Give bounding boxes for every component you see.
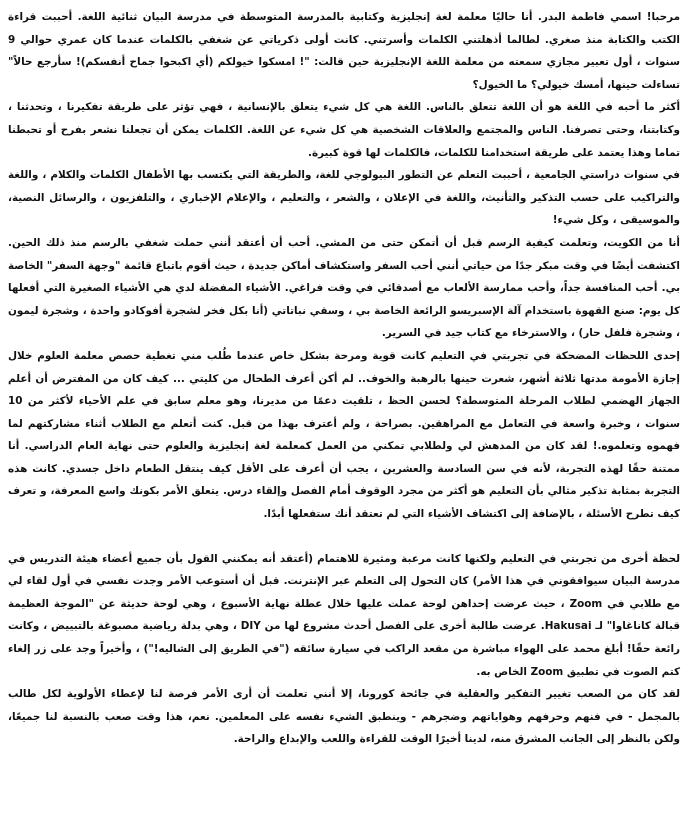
paragraph-hobbies: أنا من الكويت، وتعلمت كيفية الرسم قبل أن أتمكن حتى من المشي. أحب أن أعتقد أنني حملت شغفي بالرسم منذ ذلك الحين. اكتشفت أيضًا في وقت مبكر جدًا من حياتي أنني أحب السفر واستكشاف أماكن جديدة ، حيث أقوم باتباع قائمة "وجهة السفر" الخاصة بي. أحب المنافسة جداً، وأحب ممارسة الألعاب مع أصدقائي في وقت فراغي. الأشياء المفضلة لدي هي الأشياء الصغيرة التي أفعلها كل يوم: صنع القهوة باستخدام آلة الإسبريسو الرائعة الخاصة بي ، وسقي نباتاتي (أنا بكل فخر لشجرة أفوكادو واحدة ، وشجرة ليمون ، وشجرة فلفل حار) ، والاسترخاء مع كتاب جيد في السرير. <box>8 236 680 340</box>
paragraph-spacer <box>8 526 680 548</box>
paragraph-introduction: مرحبا! اسمي فاطمة البدر. أنا حاليًا معلمة لغة إنجليزية وكتابية بالمدرسة المتوسطة في مدرسة البيان ثنائية اللغة. أحببت قراءة الكتب والكتابة منذ صغري. لطالما أذهلتني الكلمات وأسرتني. كانت أولى ذكرياتي عن شغفي بالكلمات عندما كان عمري حوالي 9 سنوات ، أول تعبير مجازي سمعته من معلمة اللغة الإنجليزية حين قالت: "! امسكوا خيولكم (أي اكبحوا جماح أنفسكم)! سأرجع حالاً" تساءلت حينها، أمسك خيولي؟ ما الخيول؟ <box>8 11 680 91</box>
paragraph-online-learning: لحظة أخرى من تجربتي في التعليم ولكنها كانت مرعبة ومثيرة للاهتمام (أعتقد أنه يمكنني القول بأن جميع أعضاء هيئة التدريس في مدرسة البيان سيوافقوني في هذا الأمر) كان التحول إلى التعلم عبر الإنترنت. قبل أن أستوعب الأمر وجدت نفسي في أول لقاء لي مع طلابي في Zoom ، حيث عرضت إحداهن لوحة عملت عليها خلال عطلة نهاية الأسبوع ، وهي لوحة حديثة عن "الموجة العظيمة قبالة كاناغاوا" لـ Hakusai. عرضت طالبة أخرى على الفصل أحدث مشروع لها من DIY ، وهي بدلة رياضية مصبوغة بالتبييض ، وكانت رائعة حقًا! أبلغ محمد على الهواء مباشرة من مقعد الراكب في سيارة سائقه ("في الطريق إلى الشاليه!") ، وأخيراً وجد على زر إلغاء كتم الصوت في تطبيق Zoom الخاص به. <box>8 552 680 678</box>
paragraph-pandemic-reflection: لقد كان من الصعب تغيير التفكير والعقلية في جائحة كورونا، إلا أنني تعلمت أن أرى الأمر فرصة لنا لإعطاء الأولوية لكل طالب بالمجمل - في فنهم وحرفهم وهواياتهم وضجرهم - وينطبق الشيء نفسه على المعلمين. نعم، هذا وقت صعب بالنسبة لنا جميعًا، ولكن بالنظر إلى الجانب المشرق منه، لدينا أخيرًا الوقت للقراءة واللعب والإبداع والراحة. <box>8 688 680 746</box>
paragraph-funny-moment: إحدى اللحظات المضحكة في تجربتي في التعليم كانت قوية ومرحة بشكل خاص عندما طُلب مني تغطية حصص معلمة العلوم خلال إجازة الأمومة مدتها ثلاثة أشهر، شعرت حينها بالرهبة والخوف.. لم أكن أعرف الطحال من كليتي ... كيف كان من المفترض أن أعلم الجهاز الهضمي لطلاب المرحلة المتوسطة؟ لحسن الحظ ، تلقيت دعمًا من مديرنا، وهو معلم سابق في علم الأحياء لأكثر من 10 سنوات ، وخبرة واسعة في التعامل مع المراهقين. بصراحة ، ولم أعترف بهذا من قبل. كنت أتعلم مع الطلاب أثناء مشاركتهم لما فهموه وتعلموه.! لقد كان من المدهش لي ولطلابي تمكني من العمل كمعلمة لغة إنجليزية والعلوم حتى نهاية العام الدراسي. أنا ممتنة حقًا لهذه التجربة، لأنه في سن السادسة والعشرين ، يجب أن أعرف على الأقل كيف ينتقل الطعام داخل جسدي. كانت هذه التجربة بمثابة تذكير مثالي بأن التعليم هو أكثر من مجرد الوقوف أمام الفصل وإلقاء درس. يتعلق الأمر بكونك واسع المعرفة، و تعرف كيف تطرح الأسئلة ، بالإضافة إلى اكتشاف الأشياء التي لم تعتقد أنك ستفعلها أبدًا. <box>8 349 680 521</box>
document-body <box>8 6 680 751</box>
paragraph-university-years: في سنوات دراستي الجامعية ، أحببت التعلم عن التطور البيولوجي للغة، والطريقة التي يكتسب بها الأطفال الكلمات والكلام ، واللغة والتراكيب على حسب التذكير والتأنيث، واللغة في الإعلان ، والشعر ، والتعليم ، والإعلام الإخباري ، والتلفزيون ، والرسائل النصية، والموسيقى ، وكل شيء! <box>8 169 680 227</box>
paragraph-love-of-language: أكثر ما أحبه في اللغة هو أن اللغة تتعلق بالناس. اللغة هي كل شيء يتعلق بالإنسانية ، فهي تؤثر على طريقة تفكيرنا ، وتحدثنا ، وكتابتنا، وحتى تصرفنا. الناس والمجتمع والعلاقات الشخصية هي كل شيء عن اللغة. الكلمات يمكن أن تجعلنا نشعر بفرح أو تحبطنا تماما وهذا يعتمد على طريقة استخدامنا للكلمات، فالكلمات لها قوة كبيرة. <box>8 101 680 159</box>
